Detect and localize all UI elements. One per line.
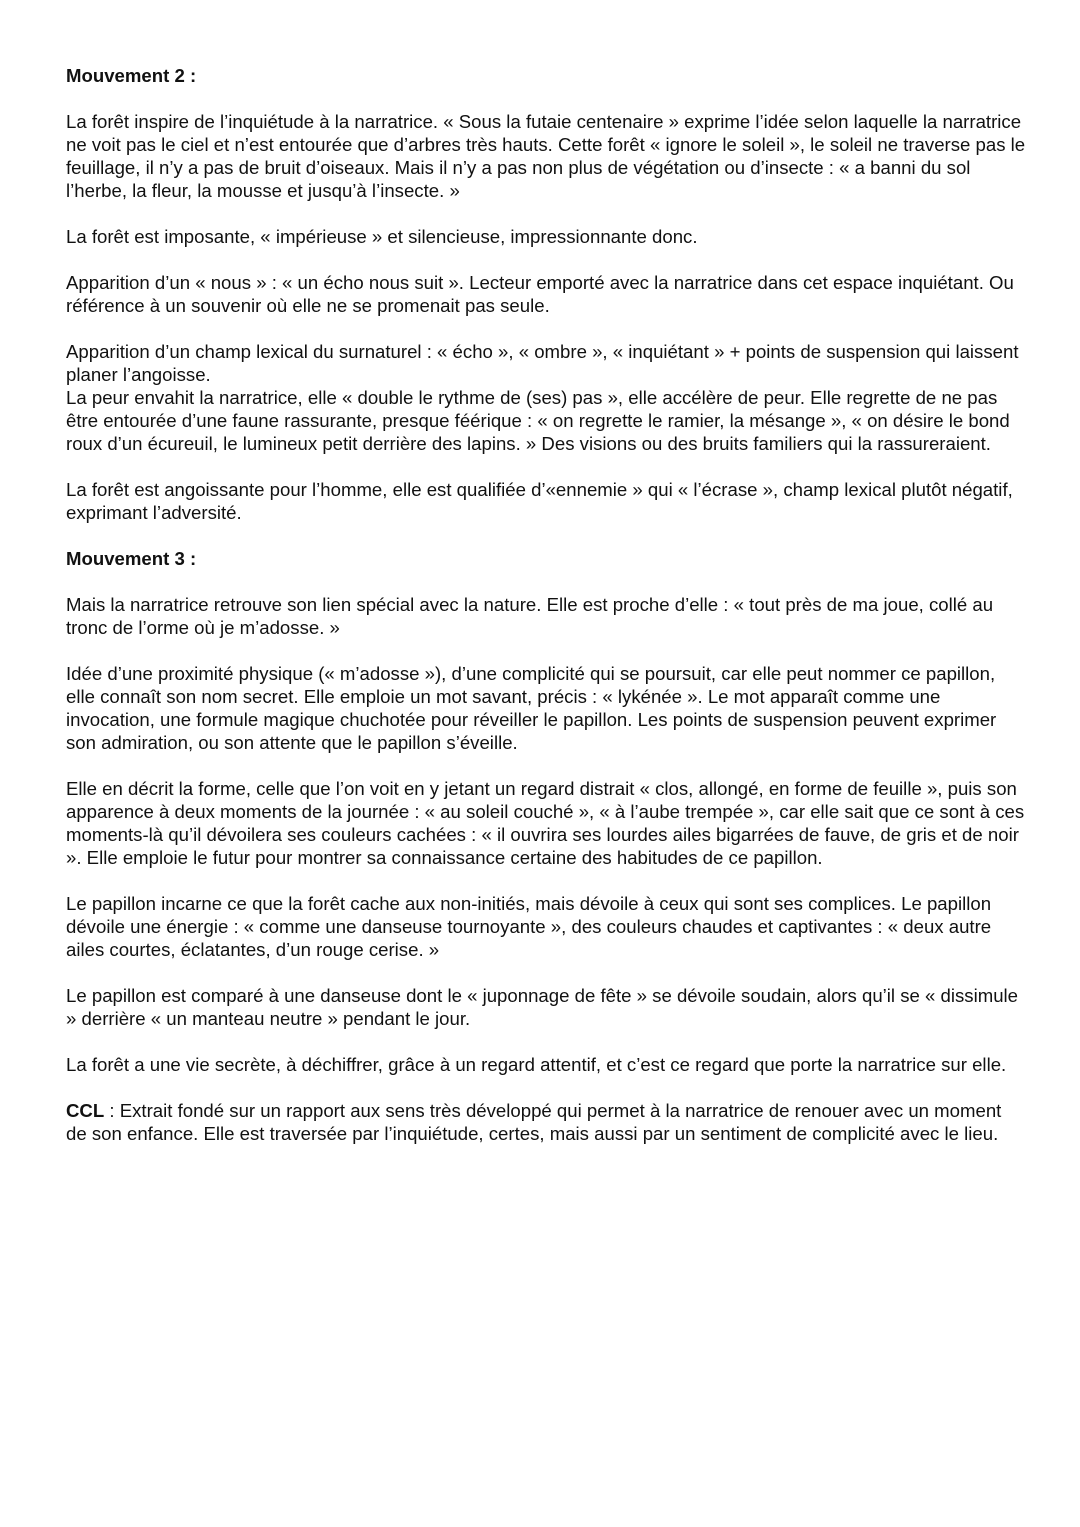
conclusion-label: CCL — [66, 1100, 105, 1121]
mouvement-3-paragraph-2: Idée d’une proximité physique (« m’adosse »), d’une complicité qui se poursuit, car elle peut nommer ce papillon, elle connaît son nom secret. Elle emploie un mot savant, précis : « lykénée ». Le mot apparaît comme une invocation, une formule magique chuchotée pour réveiller le papillon. Les points de suspension peuvent exprimer son admiration, ou son attente que le papillon s’éveille. — [66, 663, 997, 753]
spacer — [66, 869, 1026, 892]
spacer — [66, 317, 1026, 340]
spacer — [66, 87, 1026, 110]
mouvement-2-paragraph-3: Apparition d’un « nous » : « un écho nous suit ». Lecteur emporté avec la narratrice dans cet espace inquiétant. Ou référence à un souvenir où elle ne se promenait pas seule. — [66, 272, 1014, 316]
spacer — [66, 570, 1026, 593]
conclusion-text: : Extrait fondé sur un rapport aux sens très développé qui permet à la narratrice de renouer avec un moment de son enfance. Elle est traversée par l’inquiétude, certes, mais aussi par un sentiment de complicité avec le lieu. — [66, 1100, 1002, 1144]
spacer — [66, 1030, 1026, 1053]
spacer — [66, 961, 1026, 984]
mouvement-3-paragraph-5: Le papillon est comparé à une danseuse dont le « juponnage de fête » se dévoile soudain, alors qu’il se « dissimule » derrière « un manteau neutre » pendant le jour. — [66, 985, 1019, 1029]
spacer — [66, 639, 1026, 662]
mouvement-2-paragraph-2: La forêt est imposante, « impérieuse » et silencieuse, impressionnante donc. — [66, 226, 698, 247]
mouvement-2-paragraph-5: La forêt est angoissante pour l’homme, elle est qualifiée d’«ennemie » qui « l’écrase », champ lexical plutôt négatif, exprimant l’adversité. — [66, 479, 1013, 523]
mouvement-2-paragraph-4a: Apparition d’un champ lexical du surnaturel : « écho », « ombre », « inquiétant » + points de suspension qui laissent planer l’angoisse. — [66, 341, 1019, 385]
mouvement-2-paragraph-1: La forêt inspire de l’inquiétude à la narratrice. « Sous la futaie centenaire » exprime l’idée selon laquelle la narratrice ne voit pas le ciel et n’est entourée que d’arbres très hauts. Cette forêt « ignore le soleil », le soleil ne traverse pas le feuillage, il n’y a pas de bruit d’oiseaux. Mais il n’y a pas non plus de végétation ou d’insecte : « a banni du sol l’herbe, la fleur, la mousse et jusqu’à l’insecte. » — [66, 111, 1026, 201]
document-page — [66, 64, 1026, 1145]
mouvement-2-paragraph-4b: La peur envahit la narratrice, elle « double le rythme de (ses) pas », elle accélère de peur. Elle regrette de ne pas être entourée d’une faune rassurante, presque féérique : « on regrette le ramier, la mésange », « on désire le bond roux d’un écureuil, le lumineux petit derrière des lapins. » Des visions ou des bruits familiers qui la rassureraient. — [66, 387, 1010, 454]
spacer — [66, 524, 1026, 547]
spacer — [66, 754, 1026, 777]
mouvement-2-heading: Mouvement 2 : — [66, 65, 197, 86]
mouvement-3-paragraph-3: Elle en décrit la forme, celle que l’on voit en y jetant un regard distrait « clos, allongé, en forme de feuille », puis son apparence à deux moments de la journée : « au soleil couché », « à l’aube trempée », car elle sait que ce sont à ces moments-là qu’il dévoilera ses couleurs cachées : « il ouvrira ses lourdes ailes bigarrées de fauve, de gris et de noir ». Elle emploie le futur pour montrer sa connaissance certaine des habitudes de ce papillon. — [66, 778, 1025, 868]
spacer — [66, 248, 1026, 271]
mouvement-3-paragraph-4: Le papillon incarne ce que la forêt cache aux non-initiés, mais dévoile à ceux qui sont ses complices. Le papillon dévoile une énergie : « comme une danseuse tournoyante », des couleurs chaudes et captivantes : « deux autre ailes courtes, éclatantes, d’un rouge cerise. » — [66, 893, 992, 960]
conclusion-paragraph — [66, 1099, 1026, 1145]
mouvement-3-paragraph-1: Mais la narratrice retrouve son lien spécial avec la nature. Elle est proche d’elle : « tout près de ma joue, collé au tronc de l’orme où je m’adosse. » — [66, 594, 994, 638]
spacer — [66, 202, 1026, 225]
mouvement-3-heading: Mouvement 3 : — [66, 548, 197, 569]
spacer — [66, 455, 1026, 478]
spacer — [66, 1076, 1026, 1099]
mouvement-3-paragraph-6: La forêt a une vie secrète, à déchiffrer, grâce à un regard attentif, et c’est ce regard que porte la narratrice sur elle. — [66, 1054, 1007, 1075]
